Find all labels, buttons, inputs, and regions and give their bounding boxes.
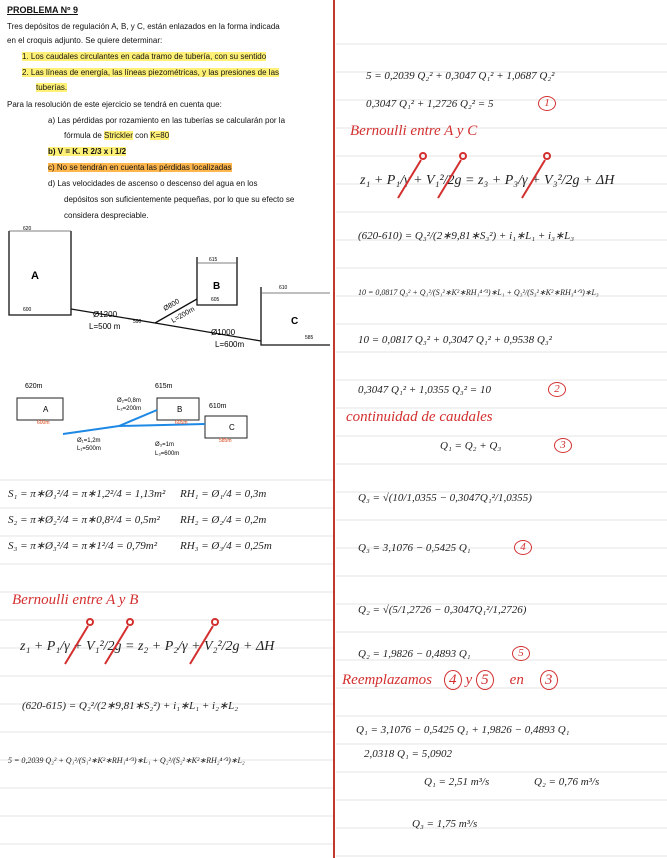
replace-ref-4: 4 xyxy=(444,670,462,690)
calc-rh1: RH₁ = Ø₁/4 = 0,3m xyxy=(180,488,267,500)
sketch-b-z: 605m xyxy=(175,420,188,426)
sketch-c-z: 585m xyxy=(219,438,232,444)
level-b: 615 xyxy=(209,257,218,263)
r2: 0,3047 Q₁² + 1,2726 Q₂² = 5 xyxy=(366,98,494,110)
cond-d-3: considera despreciable. xyxy=(64,211,149,220)
cond-b xyxy=(48,146,126,158)
goal-2b-text: tuberías. xyxy=(36,83,68,92)
eq-ab-2: 5 = 0,2039 Q₂² + Q₁²/(S₁²∗K²∗RH₁⁴ᐟ³)∗L₁ + Q₂²/(S₂²∗K²∗RH₂⁴ᐟ³)∗L₂ xyxy=(8,756,245,765)
cond-a-2 xyxy=(64,130,169,142)
right-column xyxy=(336,0,667,858)
cond-a-1: a) Las pérdidas por rozamiento en las tuberías se calcularán por la xyxy=(48,116,286,125)
sketch-p3: Ø₃=1m xyxy=(155,442,174,448)
sketch-a-level: 620m xyxy=(25,383,43,390)
pipe2-diameter: Ø800 xyxy=(162,298,181,313)
replace-ref-3: 3 xyxy=(540,670,558,690)
replace-and: y xyxy=(465,672,473,688)
r1: 5 = 0,2039 Q₂² + 0,3047 Q₁² + 1,0687 Q₂² xyxy=(366,70,555,82)
consider-line: Para la resolución de este ejercicio se tendrá en cuenta que: xyxy=(7,100,222,109)
eq-number-4: 4 xyxy=(514,540,532,555)
intro-line-1: Tres depósitos de regulación A, B, y C, están enlazados en la forma indicada xyxy=(7,22,280,31)
eq-number-3: 3 xyxy=(554,438,572,453)
r7: Q₁ = Q₂ + Q₃ xyxy=(440,440,502,452)
continuity-heading: continuidad de caudales xyxy=(346,409,493,425)
goal-2b xyxy=(36,82,67,94)
cond-d-1: d) Las velocidades de ascenso o descenso del agua en los xyxy=(48,179,258,188)
cond-a-2a: fórmula de xyxy=(64,131,105,140)
replace-word: Reemplazamos xyxy=(342,672,432,688)
r14b: Q₂ = 0,76 m³/s xyxy=(534,776,600,788)
strickler-word: Strickler xyxy=(104,131,133,140)
level-a: 620 xyxy=(23,226,32,232)
r14a: Q₁ = 2,51 m³/s xyxy=(424,776,490,788)
r4: 10 = 0,0817 Q₃² + Q₁²/(S₁²∗K²∗RH₁⁴ᐟ³)∗L₁ + Q₃²/(S₃²∗K²∗RH₃⁴ᐟ³)∗L₃ xyxy=(358,288,599,297)
eq-number-2: 2 xyxy=(548,382,566,397)
r3: (620-610) = Q₃²/(2∗9,81∗S₃²) + i₁∗L₁ + i₃∗L₃ xyxy=(358,230,575,242)
sketch-a-z: 600m xyxy=(37,420,50,426)
sketch-a-tag: A xyxy=(43,405,49,414)
sketch-p2: Ø₂=0,8m xyxy=(117,398,141,404)
r11: Q₂ = 1,9826 − 0,4893 Q₁ xyxy=(358,648,471,660)
r9: Q₃ = 3,1076 − 0,5425 Q₁ xyxy=(358,542,471,554)
sketch-p3l: L₃=600m xyxy=(155,451,180,457)
pipe3-diameter: Ø1000 xyxy=(211,328,236,337)
hand-sketch xyxy=(5,378,330,468)
pipe1-diameter: Ø1200 xyxy=(93,310,118,319)
margin-line xyxy=(333,0,335,858)
bernoulli-ac-heading: Bernoulli entre A y C xyxy=(350,123,478,139)
bottom-b: 605 xyxy=(211,297,220,303)
sketch-p1: Ø₁=1,2m xyxy=(77,438,101,444)
k-value: K=80 xyxy=(150,131,170,140)
calc-rh3: RH₃ = Ø₃/4 = 0,25m xyxy=(180,540,272,552)
sketch-c-tag: C xyxy=(229,423,235,432)
intro-line-2: en el croquis adjunto. Se quiere determinar: xyxy=(7,36,163,45)
tank-a-label: A xyxy=(31,270,39,282)
cond-a-2c: con xyxy=(132,131,151,140)
eq-ab-1: (620-615) = Q₂²/(2∗9,81∗S₂²) + i₁∗L₁ + i₂∗L₂ xyxy=(22,700,239,712)
r13: 2,0318 Q₁ = 5,0902 xyxy=(364,748,452,760)
sketch-c-level: 610m xyxy=(209,403,227,410)
bernoulli-ab-equation: z₁ + P₁/γ + V₁²/2g = z₂ + P₂/γ + V₂²/2g + ΔH xyxy=(20,639,275,654)
bottom-c: 585 xyxy=(305,335,314,341)
calc-s3: S₃ = π∗Ø₃²/4 = π∗1²/4 = 0,79m² xyxy=(8,540,158,552)
sketch-b-tag: B xyxy=(177,405,183,414)
goal-2a xyxy=(22,67,279,79)
r15: Q₃ = 1,75 m³/s xyxy=(412,818,478,830)
sketch-p2l: L₂=200m xyxy=(117,406,142,412)
reservoir-diagram xyxy=(5,223,330,355)
goal-1 xyxy=(22,51,266,63)
eq-number-5: 5 xyxy=(512,646,530,661)
replace-line xyxy=(342,670,558,690)
eq-number-1: 1 xyxy=(538,96,556,111)
left-column xyxy=(0,0,333,858)
calc-rh2: RH₂ = Ø₂/4 = 0,2m xyxy=(180,514,267,526)
bernoulli-ac-equation: z₁ + P₁/γ + V₁²/2g = z₃ + P₃/γ + V₃²/2g + ΔH xyxy=(360,173,615,188)
cancel-marks-ab xyxy=(40,612,300,672)
pipe3-length: L=600m xyxy=(215,340,245,349)
r5: 10 = 0,0817 Q₃² + 0,3047 Q₁² + 0,9538 Q₃² xyxy=(358,334,552,346)
pipe2-length: L=200m xyxy=(170,305,197,325)
calc-s1: S₁ = π∗Ø₁²/4 = π∗1,2²/4 = 1,13m² xyxy=(8,488,166,500)
tank-b-label: B xyxy=(213,281,221,292)
replace-ref-5: 5 xyxy=(476,670,494,690)
goal-1-text: 1. Los caudales circulantes en cada tramo de tubería, con su sentido xyxy=(22,52,267,61)
goal-2a-text: 2. Las líneas de energía, las líneas piezométricas, y las presiones de las xyxy=(22,68,280,77)
r6: 0,3047 Q₁² + 1,0355 Q₃² = 10 xyxy=(358,384,491,396)
cond-c xyxy=(48,162,232,174)
cond-d-2: depósitos son suficientemente pequeñas, por lo que su efecto se xyxy=(64,195,295,204)
pipe1-length: L=500 m xyxy=(89,322,121,331)
cancel-marks-ac xyxy=(376,146,636,206)
tank-c-label: C xyxy=(291,316,299,327)
r12: Q₁ = 3,1076 − 0,5425 Q₁ + 1,9826 − 0,4893 Q₁ xyxy=(356,724,570,736)
bottom-a: 600 xyxy=(23,307,32,313)
bernoulli-ab-heading: Bernoulli entre A y B xyxy=(12,592,139,608)
replace-in: en xyxy=(509,672,524,688)
r8: Q₃ = √(10/1,0355 − 0,3047Q₁²/1,0355) xyxy=(358,492,532,504)
cond-c-text: c) No se tendrán en cuenta las pérdidas localizadas xyxy=(48,163,232,172)
calc-s2: S₂ = π∗Ø₂²/4 = π∗0,8²/4 = 0,5m² xyxy=(8,514,160,526)
cond-b-text: b) V = K. R 2/3 x i 1/2 xyxy=(48,147,127,156)
level-c: 610 xyxy=(279,285,288,291)
sketch-b-level: 615m xyxy=(155,383,173,390)
problem-title: PROBLEMA Nº 9 xyxy=(7,5,78,15)
junction-level: 590 xyxy=(133,319,142,325)
r10: Q₂ = √(5/1,2726 − 0,3047Q₁²/1,2726) xyxy=(358,604,527,616)
sketch-p1l: L₁=500m xyxy=(77,446,101,452)
